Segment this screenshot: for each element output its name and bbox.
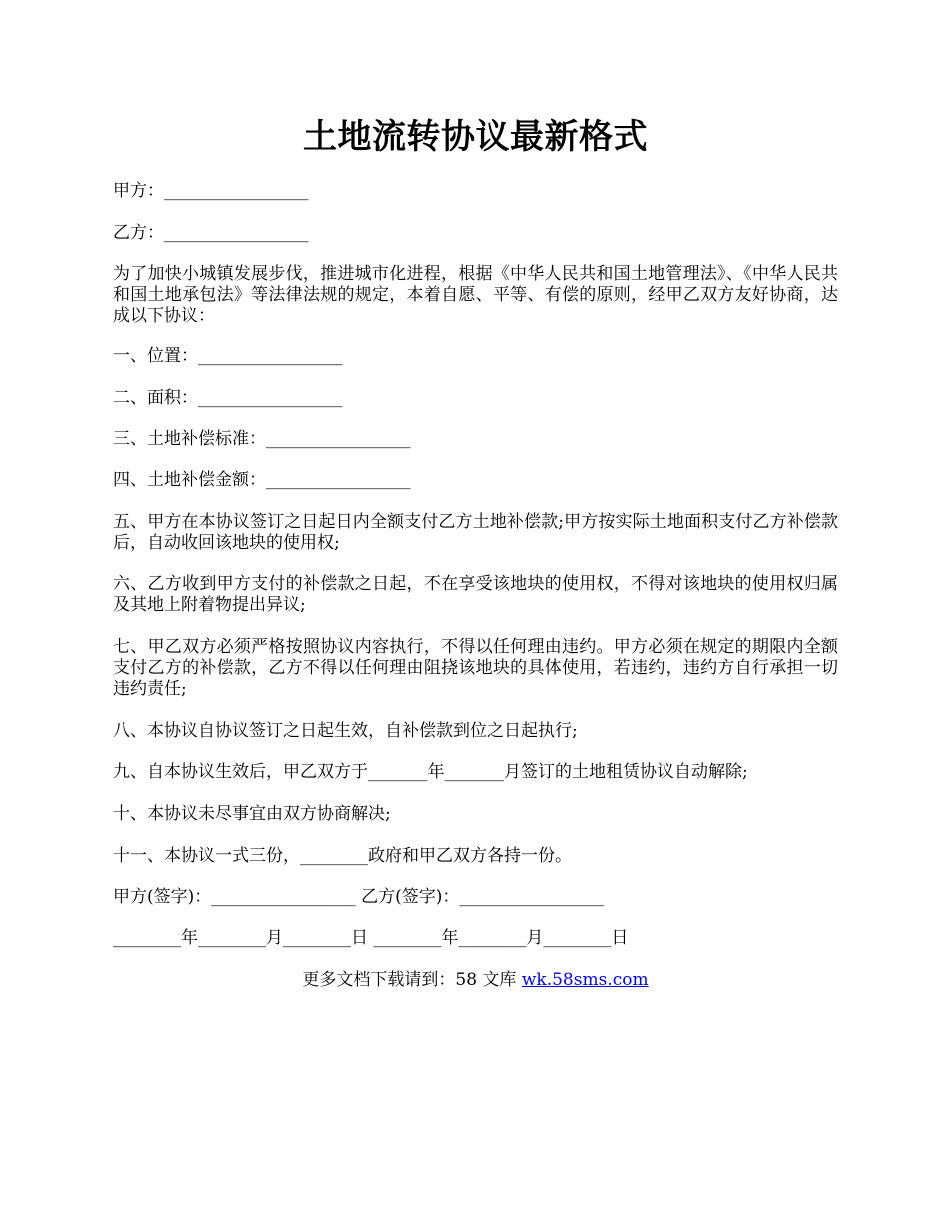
clause-area: 二、面积：_________________ bbox=[113, 388, 343, 408]
date-line: ________年________月________日 ________年________月________日 bbox=[113, 928, 629, 948]
download-footer bbox=[113, 970, 838, 991]
document-title: 土地流转协议最新格式 bbox=[303, 117, 648, 157]
party-b-line: 乙方：_________________ bbox=[113, 223, 309, 243]
clause-nine: 九、自本协议生效后，甲乙双方于_______年_______月签订的土地租赁协议自动解除; bbox=[113, 762, 748, 782]
footer-text: 更多文档下载请到：58 文库 bbox=[302, 970, 522, 990]
preamble-paragraph: 为了加快小城镇发展步伐，推进城市化进程，根据《中华人民共和国土地管理法》、《中华人民共和国土地承包法》等法律法规的规定，本着自愿、平等、有偿的原则，经甲乙双方友好协商，达成以下协议： bbox=[113, 264, 838, 326]
clause-compensation-amount: 四、土地补偿金额：_________________ bbox=[113, 470, 411, 490]
clause-compensation-standard: 三、土地补偿标准：_________________ bbox=[113, 429, 411, 449]
clause-seven: 七、甲乙双方必须严格按照协议内容执行，不得以任何理由违约。甲方必须在规定的期限内全额支付乙方的补偿款，乙方不得以任何理由阻挠该地块的具体使用，若违约，违约方自行承担一切违约责任; bbox=[113, 637, 838, 699]
party-a-line: 甲方：_________________ bbox=[113, 181, 309, 201]
footer-link[interactable]: wk.58sms.com bbox=[521, 970, 649, 990]
clause-eight: 八、本协议自协议签订之日起生效，自补偿款到位之日起执行; bbox=[113, 721, 578, 741]
clause-eleven: 十一、本协议一式三份，________政府和甲乙双方各持一份。 bbox=[113, 846, 572, 866]
signature-line: 甲方(签字)：_________________ 乙方(签字)：_________________ bbox=[113, 887, 604, 907]
clause-six: 六、乙方收到甲方支付的补偿款之日起，不在享受该地块的使用权，不得对该地块的使用权归属及其地上附着物提出异议; bbox=[113, 574, 838, 615]
clause-location: 一、位置：_________________ bbox=[113, 346, 343, 366]
clause-five: 五、甲方在本协议签订之日起日内全额支付乙方土地补偿款;甲方按实际土地面积支付乙方补偿款后，自动收回该地块的使用权; bbox=[113, 512, 838, 553]
clause-ten: 十、本协议未尽事宜由双方协商解决; bbox=[113, 804, 391, 824]
